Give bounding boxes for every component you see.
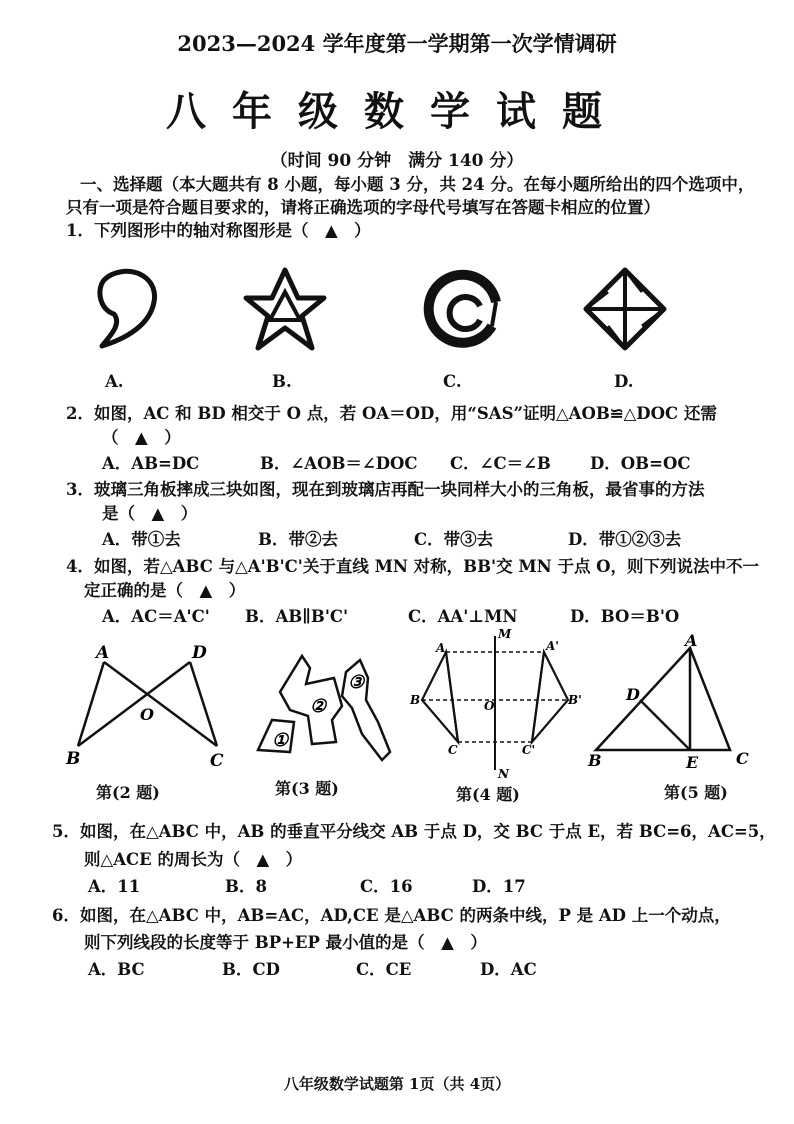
q4-label-b: B bbox=[410, 693, 421, 707]
q5-stem-line1: 5．如图，在△ABC 中，AB 的垂直平分线交 AB 于点 D，交 BC 于点 E，若 BC=6，AC=5， bbox=[52, 822, 776, 841]
q5-label-e: E bbox=[686, 753, 699, 772]
q4-label-a: A bbox=[436, 641, 446, 655]
q5-stem-line2: 则△ACE 的周长为（ ▲ ） bbox=[84, 850, 303, 869]
q3-option-d: D．带①②③去 bbox=[568, 530, 682, 549]
q6-stem-line1: 6．如图，在△ABC 中，AB=AC，AD,CE 是△ABC 的两条中线，P 是 AD 上一个动点， bbox=[52, 906, 731, 925]
q6-option-a: A．BC bbox=[88, 960, 145, 979]
q3-stem-line1: 3．玻璃三角板摔成三块如图，现在到玻璃店再配一块同样大小的三角板，最省事的方法 bbox=[66, 480, 705, 499]
q5-label-c: C bbox=[736, 749, 749, 768]
q6-option-c: C．CE bbox=[356, 960, 412, 979]
q3-piece-2-label: ② bbox=[310, 696, 327, 717]
q4-option-d: D．BO＝B'O bbox=[570, 607, 680, 626]
q3-piece-1-label: ① bbox=[272, 730, 289, 751]
q5-label-b: B bbox=[588, 751, 602, 770]
q6-stem-line2: 则下列线段的长度等于 BP+EP 最小值的是（ ▲ ） bbox=[84, 933, 487, 952]
q3-piece-3-label: ③ bbox=[348, 672, 365, 693]
section1-intro-line1: 一、选择题（本大题共有 8 小题，每小题 3 分，共 24 分。在每小题所给出的四个选项中， bbox=[80, 175, 755, 194]
q3-option-c: C．带③去 bbox=[414, 530, 494, 549]
q5-option-b: B．8 bbox=[225, 877, 267, 896]
q5-figure-caption: 第(5 题) bbox=[664, 783, 728, 802]
q1-option-d: D. bbox=[614, 372, 634, 391]
q5-option-d: D．17 bbox=[472, 877, 526, 896]
q3-option-a: A．带①去 bbox=[102, 530, 181, 549]
q2-label-b: B bbox=[66, 749, 81, 769]
q3-stem-line2: 是（ ▲ ） bbox=[102, 504, 198, 523]
q5-option-a: A．11 bbox=[88, 877, 141, 896]
q2-label-a: A bbox=[96, 643, 110, 663]
q3-figure-diagram bbox=[250, 648, 400, 778]
q4-label-n: N bbox=[498, 767, 509, 781]
q5-label-a: A bbox=[685, 631, 698, 650]
q5-label-d: D bbox=[626, 685, 640, 704]
q1-figure-a-comma-icon bbox=[80, 260, 170, 360]
q3-option-b: B．带②去 bbox=[258, 530, 338, 549]
q4-label-c-prime: C' bbox=[522, 743, 536, 757]
q4-label-o: O bbox=[484, 699, 495, 713]
q2-option-d: D．OB=OC bbox=[590, 454, 691, 473]
section1-intro-line2: 只有一项是符合题目要求的，请将正确选项的字母代号填写在答题卡相应的位置） bbox=[66, 198, 660, 217]
q1-stem: 1．下列图形中的轴对称图形是（ ▲ ） bbox=[66, 221, 371, 240]
q4-figure-caption: 第(4 题) bbox=[456, 785, 520, 804]
q4-option-b: B．AB∥B'C' bbox=[245, 607, 349, 626]
q5-figure-diagram bbox=[580, 631, 760, 774]
q4-label-b-prime: B' bbox=[568, 693, 582, 707]
q2-label-c: C bbox=[210, 751, 224, 771]
exam-subtitle: （时间 90 分钟 满分 140 分） bbox=[270, 151, 524, 171]
exam-header: 2023—2024 学年度第一学期第一次学情调研 bbox=[177, 31, 617, 56]
q2-label-o: O bbox=[140, 705, 154, 724]
q4-stem-line2: 定正确的是（ ▲ ） bbox=[84, 581, 246, 600]
q1-option-b: B. bbox=[272, 372, 292, 391]
q6-option-b: B．CD bbox=[222, 960, 280, 979]
q2-figure-diagram bbox=[62, 640, 232, 780]
q6-option-d: D．AC bbox=[480, 960, 537, 979]
q2-label-d: D bbox=[192, 643, 207, 663]
q4-figure-diagram bbox=[408, 627, 582, 781]
page-title: 八年级数学试题 bbox=[166, 88, 628, 135]
q4-option-a: A．AC＝A'C' bbox=[102, 607, 210, 626]
q4-label-c: C bbox=[448, 743, 458, 757]
q1-figure-c-ring-icon bbox=[420, 262, 510, 362]
page-footer: 八年级数学试题第 1页（共 4页） bbox=[283, 1075, 511, 1093]
q2-option-b: B．∠AOB＝∠DOC bbox=[260, 454, 418, 473]
q4-stem-line1: 4．如图，若△ABC 与△A'B'C'关于直线 MN 对称，BB'交 MN 于点 O，则下列说法中不一 bbox=[66, 557, 760, 576]
q3-figure-caption: 第(3 题) bbox=[275, 779, 339, 798]
q4-option-c: C．AA'⊥MN bbox=[408, 607, 518, 626]
q2-option-a: A．AB=DC bbox=[102, 454, 200, 473]
q4-label-a-prime: A' bbox=[546, 639, 559, 653]
q1-figure-d-pinwheel-icon bbox=[580, 264, 670, 364]
q2-stem-line1: 2．如图，AC 和 BD 相交于 O 点，若 OA＝OD，用“SAS”证明△AOB≌△DOC 还需 bbox=[66, 404, 717, 423]
q4-label-m: M bbox=[498, 627, 512, 641]
q2-option-c: C．∠C＝∠B bbox=[450, 454, 551, 473]
q5-option-c: C．16 bbox=[360, 877, 413, 896]
q1-option-c: C. bbox=[443, 372, 462, 391]
q2-stem-line2: （ ▲ ） bbox=[102, 428, 181, 447]
q1-figure-b-star-icon bbox=[240, 262, 330, 362]
q2-figure-caption: 第(2 题) bbox=[96, 783, 160, 802]
q1-option-a: A. bbox=[105, 372, 124, 391]
